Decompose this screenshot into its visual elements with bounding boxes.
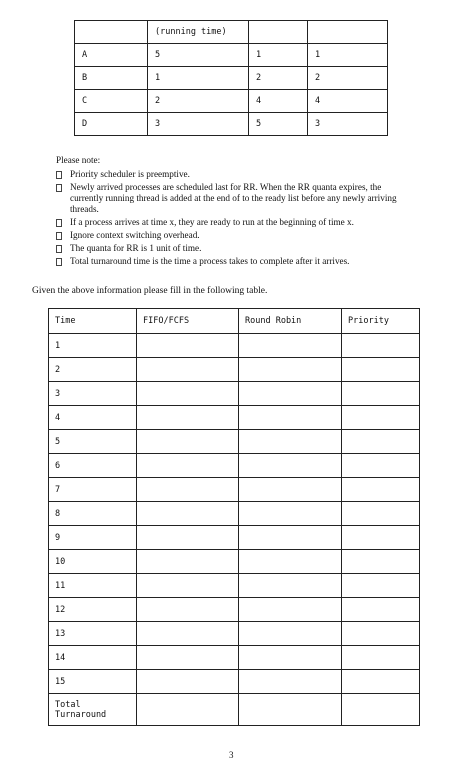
time-cell: 11 [49, 574, 137, 598]
header-round-robin: Round Robin [239, 309, 342, 334]
note-item [56, 182, 416, 215]
fifo-cell[interactable] [137, 406, 239, 430]
bullet-box-icon [56, 258, 62, 266]
priority-cell[interactable] [342, 382, 420, 406]
fifo-cell[interactable] [137, 478, 239, 502]
priority-cell[interactable] [342, 670, 420, 694]
priority-cell[interactable] [342, 526, 420, 550]
rr-cell[interactable] [239, 622, 342, 646]
time-cell: 12 [49, 598, 137, 622]
rr-cell[interactable] [239, 334, 342, 358]
process-value-cell: 5 [249, 113, 308, 136]
process-header-cell [75, 21, 148, 44]
time-cell: 1 [49, 334, 137, 358]
priority-cell[interactable] [342, 406, 420, 430]
schedule-row [49, 526, 420, 550]
schedule-row [49, 382, 420, 406]
time-cell: 14 [49, 646, 137, 670]
total-turnaround-label [49, 694, 137, 726]
priority-total-cell[interactable] [342, 694, 420, 726]
total-label-line1: Total [55, 699, 81, 710]
schedule-row [49, 502, 420, 526]
bullet-box-icon [56, 171, 62, 179]
process-value-cell: 4 [249, 90, 308, 113]
process-header-cell [249, 21, 308, 44]
time-cell: 10 [49, 550, 137, 574]
rr-cell[interactable] [239, 550, 342, 574]
schedule-header-row [49, 309, 420, 334]
fifo-cell[interactable] [137, 454, 239, 478]
time-cell: 5 [49, 430, 137, 454]
priority-cell[interactable] [342, 574, 420, 598]
schedule-row [49, 646, 420, 670]
process-value-cell: 4 [308, 90, 388, 113]
schedule-row [49, 358, 420, 382]
priority-cell[interactable] [342, 478, 420, 502]
schedule-row [49, 574, 420, 598]
process-value-cell: 2 [308, 67, 388, 90]
process-name-cell: B [75, 67, 148, 90]
note-item [56, 243, 416, 254]
fifo-cell[interactable] [137, 670, 239, 694]
rr-cell[interactable] [239, 646, 342, 670]
page-number: 3 [229, 750, 234, 760]
note-text: If a process arrives at time x, they are ready to run at the beginning of time x. [70, 217, 354, 227]
process-name-cell: D [75, 113, 148, 136]
fifo-cell[interactable] [137, 622, 239, 646]
rr-cell[interactable] [239, 574, 342, 598]
header-priority: Priority [342, 309, 420, 334]
rr-cell[interactable] [239, 454, 342, 478]
schedule-row [49, 334, 420, 358]
instruction-text: Given the above information please fill in the following table. [32, 286, 268, 296]
bullet-box-icon [56, 219, 62, 227]
time-cell: 15 [49, 670, 137, 694]
rr-cell[interactable] [239, 526, 342, 550]
note-item [56, 217, 416, 228]
schedule-row [49, 550, 420, 574]
priority-cell[interactable] [342, 646, 420, 670]
fifo-cell[interactable] [137, 550, 239, 574]
time-cell: 6 [49, 454, 137, 478]
priority-cell[interactable] [342, 550, 420, 574]
rr-cell[interactable] [239, 406, 342, 430]
notes-heading: Please note: [56, 155, 101, 165]
bullet-box-icon [56, 245, 62, 253]
process-table [74, 20, 388, 136]
running-time-header: (running time) [148, 21, 249, 44]
note-text: Priority scheduler is preemptive. [70, 169, 190, 179]
fifo-cell[interactable] [137, 502, 239, 526]
fifo-cell[interactable] [137, 334, 239, 358]
process-row [75, 113, 388, 136]
fifo-cell[interactable] [137, 526, 239, 550]
note-item [56, 230, 416, 241]
bullet-box-icon [56, 184, 62, 192]
notes-section [56, 155, 416, 269]
total-label-line2: Turnaround [55, 709, 107, 720]
rr-cell[interactable] [239, 598, 342, 622]
time-cell: 2 [49, 358, 137, 382]
fifo-total-cell[interactable] [137, 694, 239, 726]
rr-cell[interactable] [239, 478, 342, 502]
schedule-row [49, 478, 420, 502]
schedule-row [49, 598, 420, 622]
fifo-cell[interactable] [137, 358, 239, 382]
priority-cell[interactable] [342, 502, 420, 526]
header-fifo: FIFO/FCFS [137, 309, 239, 334]
note-item [56, 256, 416, 267]
priority-cell[interactable] [342, 454, 420, 478]
rr-cell[interactable] [239, 502, 342, 526]
rr-cell[interactable] [239, 358, 342, 382]
time-cell: 9 [49, 526, 137, 550]
running-time-cell: 3 [148, 113, 249, 136]
fifo-cell[interactable] [137, 574, 239, 598]
note-text: Ignore context switching overhead. [70, 230, 200, 240]
running-time-cell: 1 [148, 67, 249, 90]
fifo-cell[interactable] [137, 646, 239, 670]
schedule-row [49, 406, 420, 430]
rr-cell[interactable] [239, 670, 342, 694]
time-cell: 7 [49, 478, 137, 502]
running-time-cell: 2 [148, 90, 249, 113]
fifo-cell[interactable] [137, 382, 239, 406]
note-text: The quanta for RR is 1 unit of time. [70, 243, 202, 253]
priority-cell[interactable] [342, 430, 420, 454]
priority-cell[interactable] [342, 358, 420, 382]
header-time: Time [49, 309, 137, 334]
notes-list [56, 169, 416, 267]
schedule-row [49, 670, 420, 694]
priority-cell[interactable] [342, 622, 420, 646]
rr-total-cell[interactable] [239, 694, 342, 726]
time-cell: 3 [49, 382, 137, 406]
schedule-table [48, 308, 420, 726]
process-header-cell [308, 21, 388, 44]
rr-cell[interactable] [239, 430, 342, 454]
priority-cell[interactable] [342, 598, 420, 622]
process-value-cell: 1 [308, 44, 388, 67]
time-cell: 8 [49, 502, 137, 526]
process-value-cell: 2 [249, 67, 308, 90]
process-value-cell: 1 [249, 44, 308, 67]
schedule-row [49, 454, 420, 478]
total-turnaround-row [49, 694, 420, 726]
schedule-row [49, 622, 420, 646]
process-row [75, 44, 388, 67]
time-cell: 13 [49, 622, 137, 646]
process-name-cell: A [75, 44, 148, 67]
priority-cell[interactable] [342, 334, 420, 358]
time-cell: 4 [49, 406, 137, 430]
process-name-cell: C [75, 90, 148, 113]
note-text: Total turnaround time is the time a process takes to complete after it arrives. [70, 256, 350, 266]
fifo-cell[interactable] [137, 598, 239, 622]
schedule-row [49, 430, 420, 454]
fifo-cell[interactable] [137, 430, 239, 454]
note-text: Newly arrived processes are scheduled last for RR. When the RR quanta expires, the currently running thread is added at the end of to the ready list before any newly arriving threads. [70, 182, 397, 214]
process-table-header-row [75, 21, 388, 44]
process-row [75, 67, 388, 90]
rr-cell[interactable] [239, 382, 342, 406]
note-item [56, 169, 416, 180]
bullet-box-icon [56, 232, 62, 240]
running-time-cell: 5 [148, 44, 249, 67]
process-value-cell: 3 [308, 113, 388, 136]
process-row [75, 90, 388, 113]
